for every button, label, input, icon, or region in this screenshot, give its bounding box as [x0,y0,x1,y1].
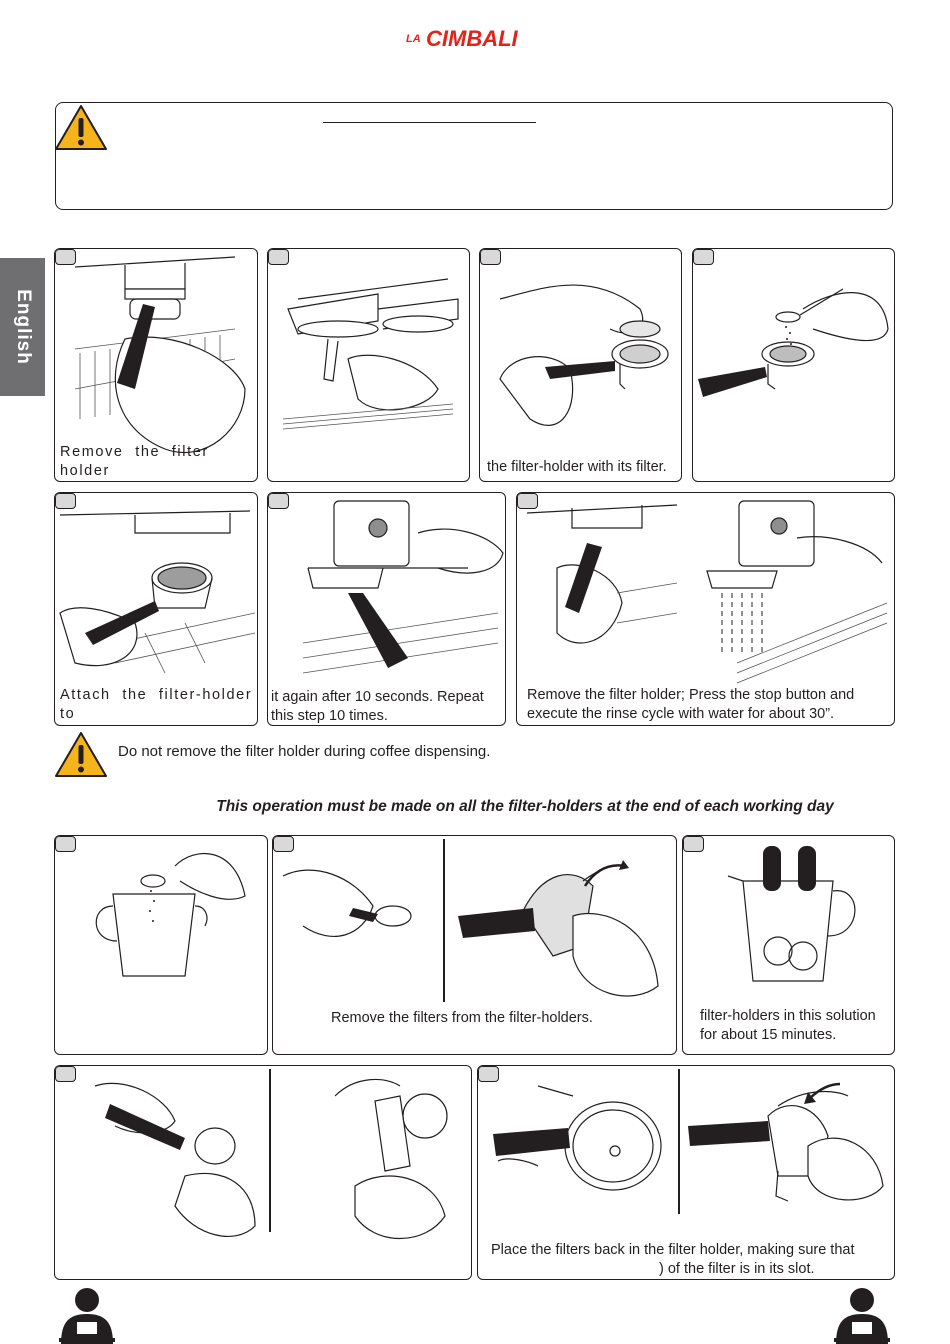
language-tab[interactable] [0,258,45,396]
divider [443,839,445,1002]
step-panel-3 [479,248,682,482]
step-panel-6 [267,492,506,726]
step-caption-line1: Remove the filter holder; Press the stop button and [527,687,855,703]
step-panel-5 [54,492,258,726]
step-caption: the filter-holder with its filter. [487,459,667,475]
step-panel-2 [267,248,470,482]
step-illustration-groupheads [268,249,470,482]
step-caption-line1: it again after 10 seconds. Repeat [271,689,484,705]
step-panel-8 [54,835,268,1055]
dispensing-note: Do not remove the filter holder during coffee dispensing. [118,743,491,760]
step-caption: Attach the filter-holder to [60,687,253,722]
step-panel-11 [54,1065,472,1280]
step-caption: Remove the filters from the filter-holders. [331,1010,593,1026]
warning-triangle-icon [54,103,108,151]
step-caption-line2: this step 10 times. [271,708,388,724]
step-caption-line1: filter-holders in this solution [700,1008,876,1024]
step-illustration-detergent-spoon [693,249,895,482]
step-illustration-insert-filter [480,249,682,482]
logo-name: CIMBALI [426,26,518,51]
language-tab-label: English [12,289,34,365]
step-panel-7 [516,492,895,726]
step-caption-line2: ) of the filter is in its slot. [659,1261,815,1277]
step-panel-1 [54,248,258,482]
step-panel-12 [477,1065,895,1280]
logo-prefix: LA [406,33,421,45]
divider [269,1069,271,1232]
step-illustration-brush-clean [55,1066,472,1280]
step-caption-line2: execute the rinse cycle with water for about 30”. [527,706,835,722]
barista-icon [55,1284,119,1344]
warning-title-underline [323,122,536,123]
daily-cleaning-notice: This operation must be made on all the filter-holders at the end of each working day [216,798,834,815]
step-panel-9 [272,835,677,1055]
step-caption-line1: Place the filters back in the filter holder, making sure that [491,1242,855,1258]
divider [678,1069,680,1214]
step-panel-10 [682,835,895,1055]
step-caption: Remove the filter holder [60,444,209,479]
warning-box [55,102,893,210]
warning-triangle-icon [54,730,108,778]
step-illustration-jug-detergent [55,836,268,1055]
barista-icon [830,1284,894,1344]
cimbali-logo [404,22,546,52]
step-caption-line2: for about 15 minutes. [700,1027,837,1043]
step-panel-4 [692,248,895,482]
